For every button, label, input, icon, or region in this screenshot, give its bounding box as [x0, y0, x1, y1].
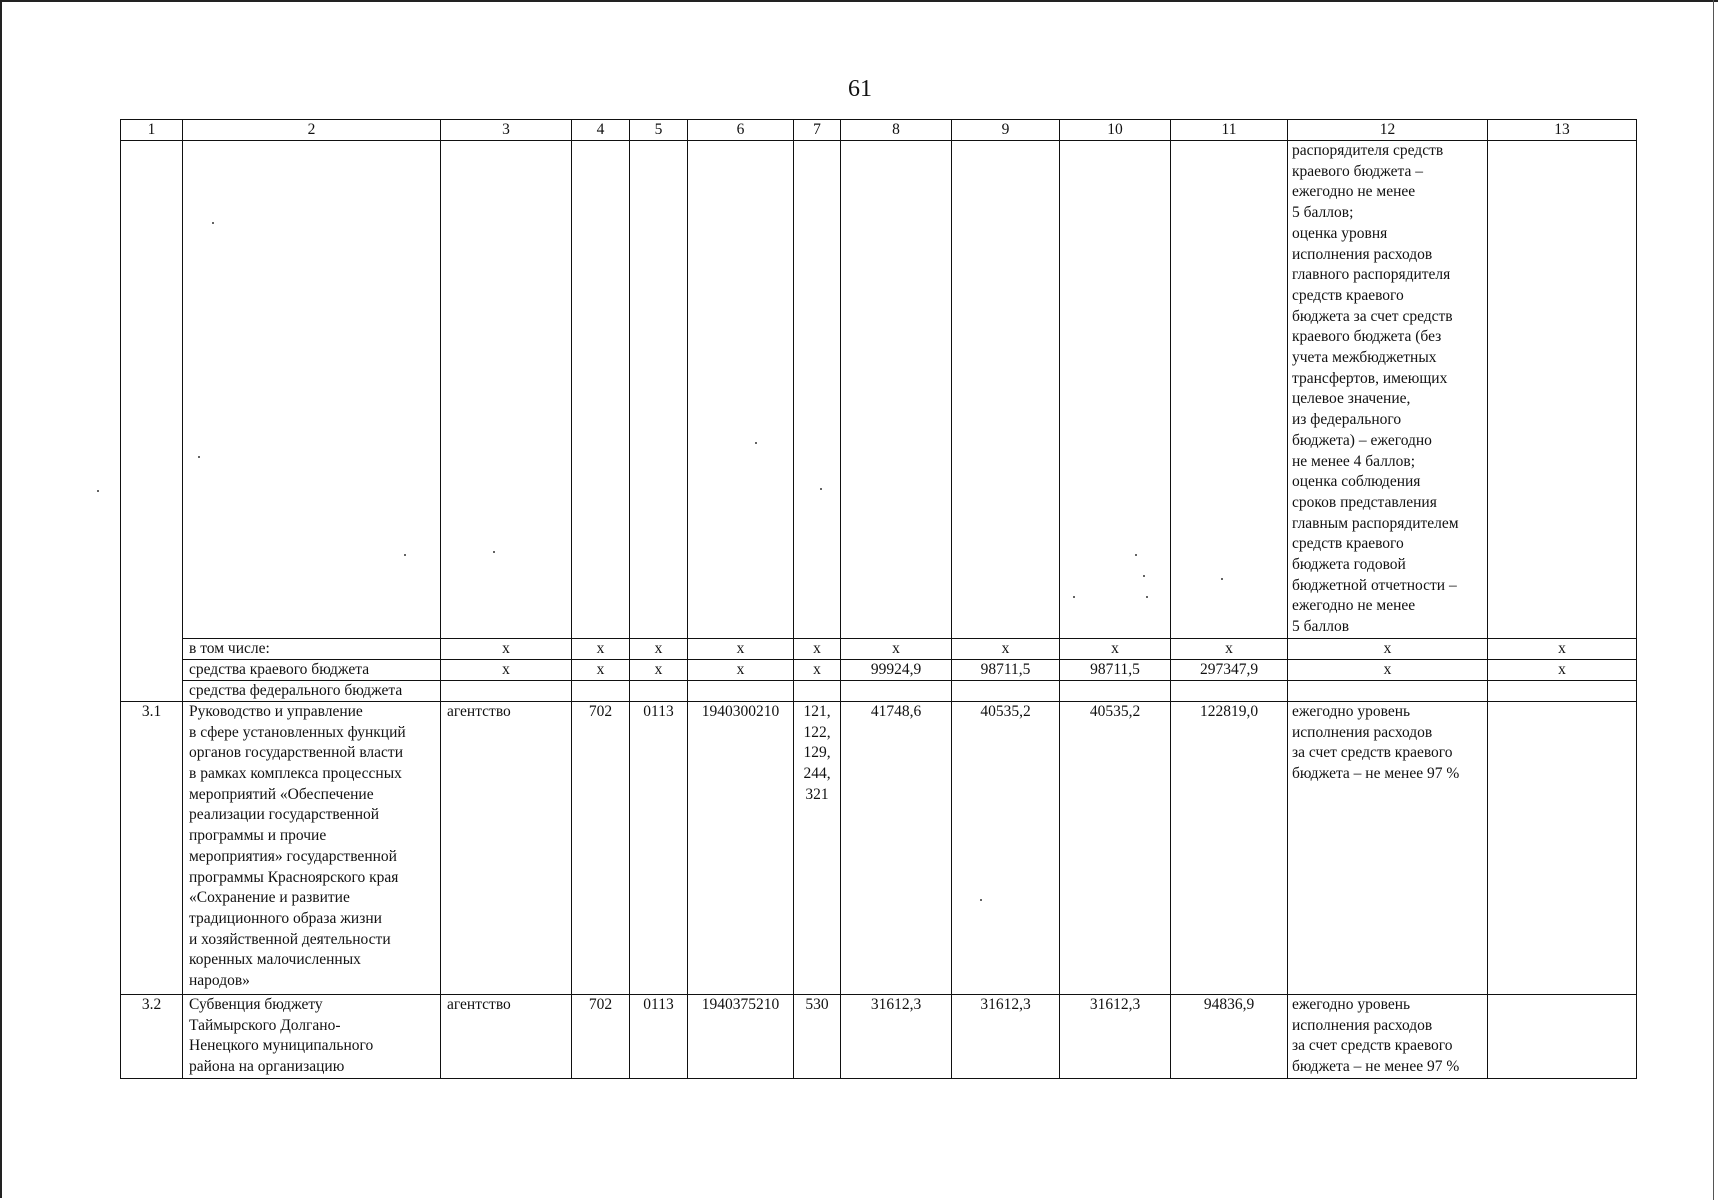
x-mark-cell: х — [572, 659, 630, 680]
header-cell: 2 — [183, 120, 441, 141]
header-row — [121, 120, 1637, 141]
amount-cell: 41748,6 — [841, 701, 952, 994]
continuation-row — [121, 141, 1637, 639]
header-cell: 4 — [572, 120, 630, 141]
header-cell: 6 — [688, 120, 794, 141]
empty-cell — [183, 141, 441, 639]
scan-speck — [404, 554, 406, 556]
header-cell: 10 — [1060, 120, 1171, 141]
empty-cell — [1060, 680, 1171, 701]
x-mark-cell: х — [1060, 638, 1171, 659]
federal-budget-row — [121, 680, 1637, 701]
amount-cell: 40535,2 — [952, 701, 1060, 994]
page-number: 61 — [848, 76, 872, 102]
x-mark-cell: х — [630, 659, 688, 680]
x-mark-cell: х — [441, 659, 572, 680]
empty-cell — [630, 141, 688, 639]
code-cell: 0113 — [630, 994, 688, 1078]
empty-cell — [1488, 994, 1637, 1078]
federal-budget-label: средства федерального бюджета — [183, 680, 441, 701]
empty-cell — [1288, 680, 1488, 701]
empty-cell — [841, 141, 952, 639]
header-cell: 1 — [121, 120, 183, 141]
continuation-num-cell — [121, 141, 183, 702]
header-cell: 8 — [841, 120, 952, 141]
table-row-3-1 — [121, 701, 1637, 994]
x-mark-cell: х — [1171, 638, 1288, 659]
empty-cell — [688, 680, 794, 701]
including-row — [121, 638, 1637, 659]
scan-speck — [820, 488, 822, 490]
result-text-cell: ежегодно уровень исполнения расходов за счет средств краевого бюджета – не менее 97 % — [1288, 994, 1488, 1078]
header-cell: 12 — [1288, 120, 1488, 141]
code-cell: 121, 122, 129, 244, 321 — [794, 701, 841, 994]
empty-cell — [572, 141, 630, 639]
amount-total-cell: 297347,9 — [1171, 659, 1288, 680]
x-mark-cell: х — [794, 638, 841, 659]
scan-speck — [1146, 596, 1148, 598]
x-mark-cell: х — [1488, 638, 1637, 659]
activity-name: Руководство и управление в сфере установленных функций органов государственной власти в рамках комплекса процессных мероприятий «Обеспечение реализации государственной программы и прочие мероприятия» государственной программы Красноярского края «Сохранение и развитие традиционного образа жизни и хозяйственной деятельности коренных малочисленных народов» — [183, 701, 441, 994]
empty-cell — [1488, 680, 1637, 701]
scan-speck — [1135, 554, 1137, 556]
x-mark-cell: х — [688, 638, 794, 659]
row-number: 3.2 — [121, 994, 183, 1078]
x-mark-cell: х — [630, 638, 688, 659]
empty-cell — [794, 141, 841, 639]
scan-speck — [212, 222, 214, 224]
x-mark-cell: х — [688, 659, 794, 680]
amount-cell: 40535,2 — [1060, 701, 1171, 994]
empty-cell — [952, 141, 1060, 639]
x-mark-cell: х — [572, 638, 630, 659]
indicator-text-cell: распорядителя средств краевого бюджета – ежегодно не менее 5 баллов; оценка уровня исполнения расходов главного распорядителя средств краевого бюджета за счет средств краевого бюджета (без учета межбюджетных трансфертов, имеющих целевое значение, из федерального бюджета) – ежегодно не менее 4 баллов; оценка соблюдения сроков представления главным распорядителем средств краевого бюджета годовой бюджетной отчетности – ежегодно не менее 5 баллов — [1288, 141, 1488, 639]
empty-cell — [794, 680, 841, 701]
amount-cell: 98711,5 — [1060, 659, 1171, 680]
code-cell: 0113 — [630, 701, 688, 994]
empty-cell — [952, 680, 1060, 701]
regional-budget-label: средства краевого бюджета — [183, 659, 441, 680]
executor-cell: агентство — [441, 701, 572, 994]
empty-cell — [441, 141, 572, 639]
x-mark-cell: х — [1288, 638, 1488, 659]
x-mark-cell: х — [441, 638, 572, 659]
header-cell: 3 — [441, 120, 572, 141]
table-row-3-2 — [121, 994, 1637, 1078]
x-mark-cell: х — [1288, 659, 1488, 680]
scan-speck — [755, 442, 757, 444]
amount-cell: 98711,5 — [952, 659, 1060, 680]
empty-cell — [1060, 141, 1171, 639]
scan-speck — [97, 490, 99, 492]
x-mark-cell: х — [952, 638, 1060, 659]
empty-cell — [572, 680, 630, 701]
empty-cell — [630, 680, 688, 701]
amount-cell: 31612,3 — [841, 994, 952, 1078]
empty-cell — [841, 680, 952, 701]
code-cell: 530 — [794, 994, 841, 1078]
regional-budget-row — [121, 659, 1637, 680]
amount-cell: 99924,9 — [841, 659, 952, 680]
code-cell: 702 — [572, 994, 630, 1078]
scan-speck — [1143, 575, 1145, 577]
scan-speck — [1221, 578, 1223, 580]
result-text-cell: ежегодно уровень исполнения расходов за счет средств краевого бюджета – не менее 97 % — [1288, 701, 1488, 994]
executor-cell: агентство — [441, 994, 572, 1078]
code-cell: 1940300210 — [688, 701, 794, 994]
row-number: 3.1 — [121, 701, 183, 994]
amount-cell: 31612,3 — [952, 994, 1060, 1078]
code-cell: 702 — [572, 701, 630, 994]
scan-speck — [198, 456, 200, 458]
header-cell: 7 — [794, 120, 841, 141]
x-mark-cell: х — [794, 659, 841, 680]
empty-cell — [441, 680, 572, 701]
header-cell: 13 — [1488, 120, 1637, 141]
amount-total-cell: 122819,0 — [1171, 701, 1288, 994]
activity-name: Субвенция бюджету Таймырского Долгано- Ненецкого муниципального района на организацию — [183, 994, 441, 1078]
code-cell: 1940375210 — [688, 994, 794, 1078]
amount-total-cell: 94836,9 — [1171, 994, 1288, 1078]
x-mark-cell: х — [841, 638, 952, 659]
header-cell: 5 — [630, 120, 688, 141]
empty-cell — [1171, 680, 1288, 701]
scan-speck — [1073, 596, 1075, 598]
scan-speck — [493, 551, 495, 553]
header-cell: 11 — [1171, 120, 1288, 141]
amount-cell: 31612,3 — [1060, 994, 1171, 1078]
empty-cell — [1171, 141, 1288, 639]
empty-cell — [1488, 701, 1637, 994]
including-label: в том числе: — [183, 638, 441, 659]
scan-right-edge — [1713, 0, 1714, 1200]
budget-table — [120, 119, 1637, 1079]
empty-cell — [688, 141, 794, 639]
header-cell: 9 — [952, 120, 1060, 141]
scan-speck — [980, 899, 982, 901]
empty-cell — [1488, 141, 1637, 639]
x-mark-cell: х — [1488, 659, 1637, 680]
